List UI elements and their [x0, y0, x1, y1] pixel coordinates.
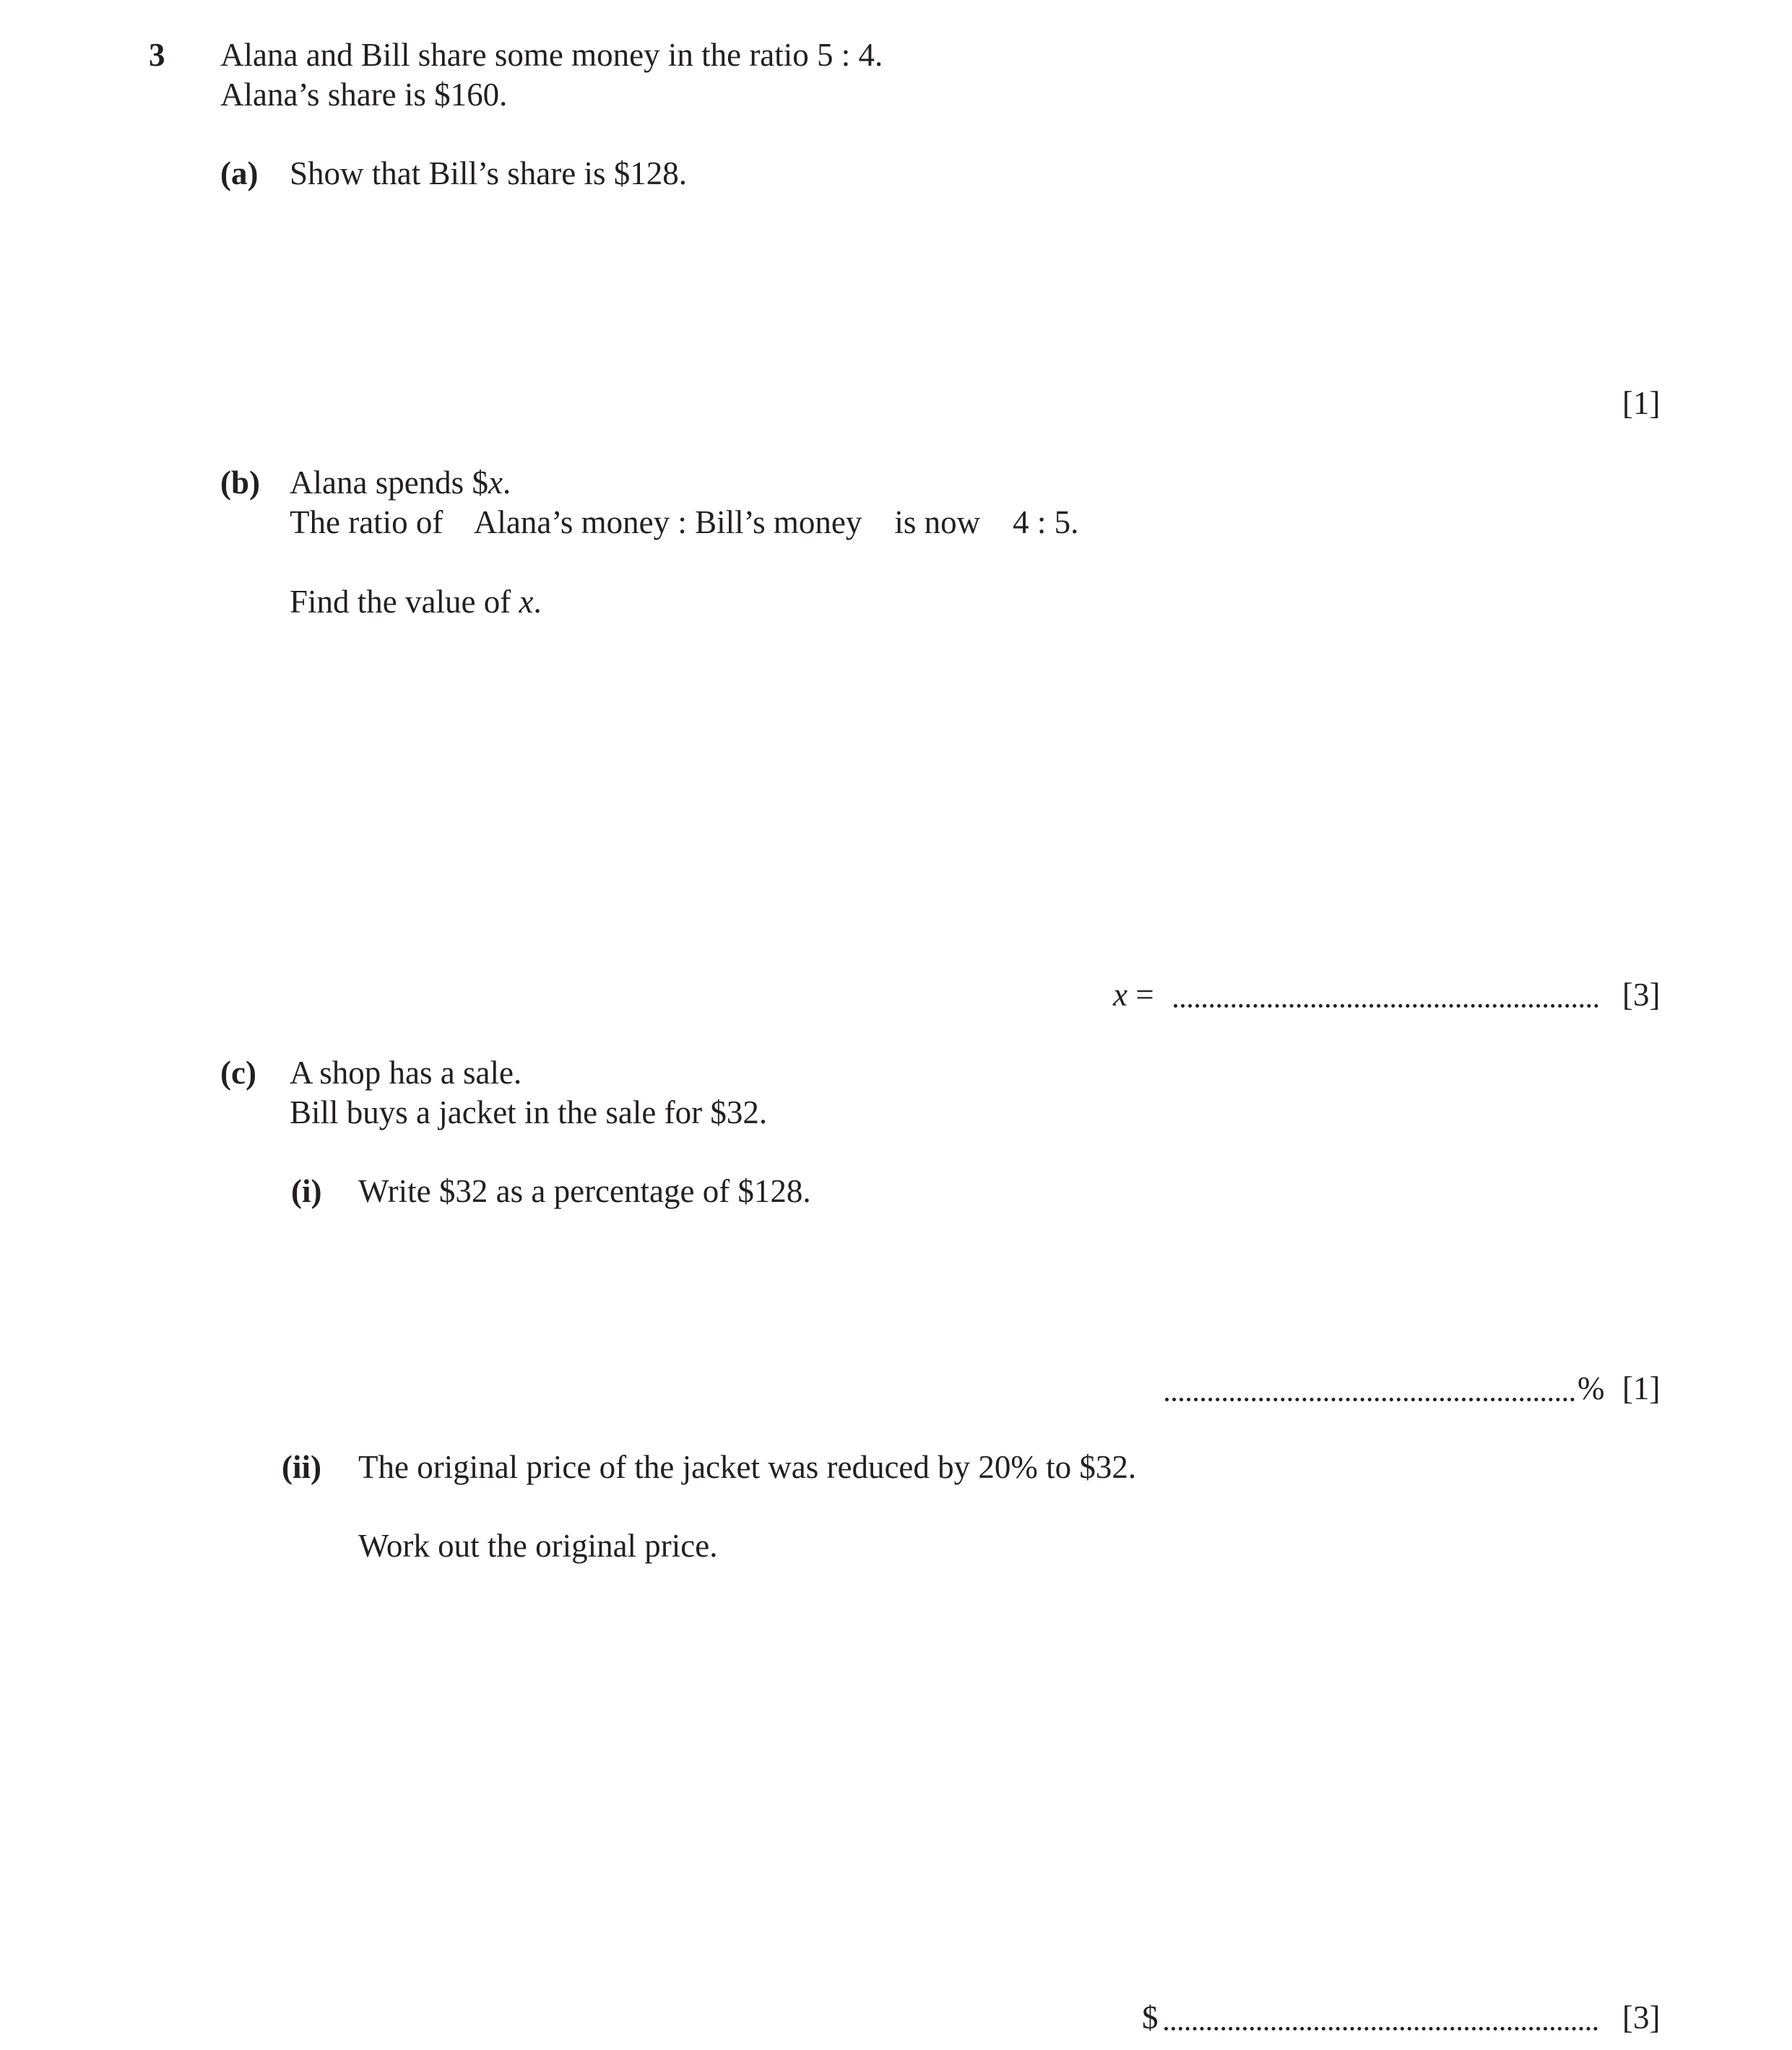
part-b-line-1 — [290, 464, 511, 501]
part-c-i-label: (i) — [291, 1173, 322, 1209]
part-c-ii-answer-prefix: $ — [1142, 1999, 1159, 2036]
part-b-line-3-prefix: Find the value of — [290, 584, 519, 620]
part-b-line-3-suffix: . — [533, 584, 542, 620]
part-c-i-text: Write $32 as a percentage of $128. — [358, 1173, 811, 1209]
part-b-answer-eq: = — [1127, 977, 1154, 1013]
part-c-line-1: A shop has a sale. — [290, 1055, 522, 1091]
part-c-i-marks: [1] — [1622, 1370, 1661, 1406]
part-c-ii-marks: [3] — [1622, 1999, 1661, 2036]
part-b-line-2: The ratio of Alana’s money : Bill’s money is now 4 : 5. — [290, 504, 1079, 540]
part-b-line-1-prefix: Alana spends $ — [290, 464, 488, 501]
part-b-answer-label — [1113, 979, 1154, 1011]
part-c-ii-answer-line[interactable] — [1164, 2021, 1598, 2030]
part-b-label: (b) — [220, 464, 260, 501]
question-number: 3 — [149, 37, 165, 73]
part-b-answer-line[interactable] — [1174, 998, 1598, 1008]
part-c-line-2: Bill buys a jacket in the sale for $32. — [290, 1094, 768, 1130]
part-c-ii-line-1: The original price of the jacket was reduced by 20% to $32. — [358, 1449, 1137, 1485]
part-c-ii-label: (ii) — [282, 1449, 321, 1485]
part-c-i-unit: % — [1577, 1370, 1605, 1406]
part-a-marks: [1] — [1622, 385, 1661, 421]
part-c-ii-line-2: Work out the original price. — [358, 1528, 718, 1564]
question-intro-line-2: Alana’s share is $160. — [220, 77, 508, 113]
part-b-line-3-var: x — [519, 584, 534, 620]
part-b-marks: [3] — [1622, 977, 1661, 1013]
question-intro-line-1: Alana and Bill share some money in the ratio 5 : 4. — [220, 37, 883, 73]
part-b-line-1-suffix: . — [502, 464, 511, 501]
part-a-text: Show that Bill’s share is $128. — [290, 155, 687, 191]
part-c-i-answer-line[interactable] — [1165, 1392, 1575, 1401]
part-b-line-3 — [290, 586, 542, 618]
part-a-label: (a) — [220, 155, 259, 191]
part-b-line-1-var: x — [488, 464, 503, 501]
part-c-label: (c) — [220, 1055, 256, 1091]
part-b-answer-var: x — [1113, 977, 1127, 1013]
